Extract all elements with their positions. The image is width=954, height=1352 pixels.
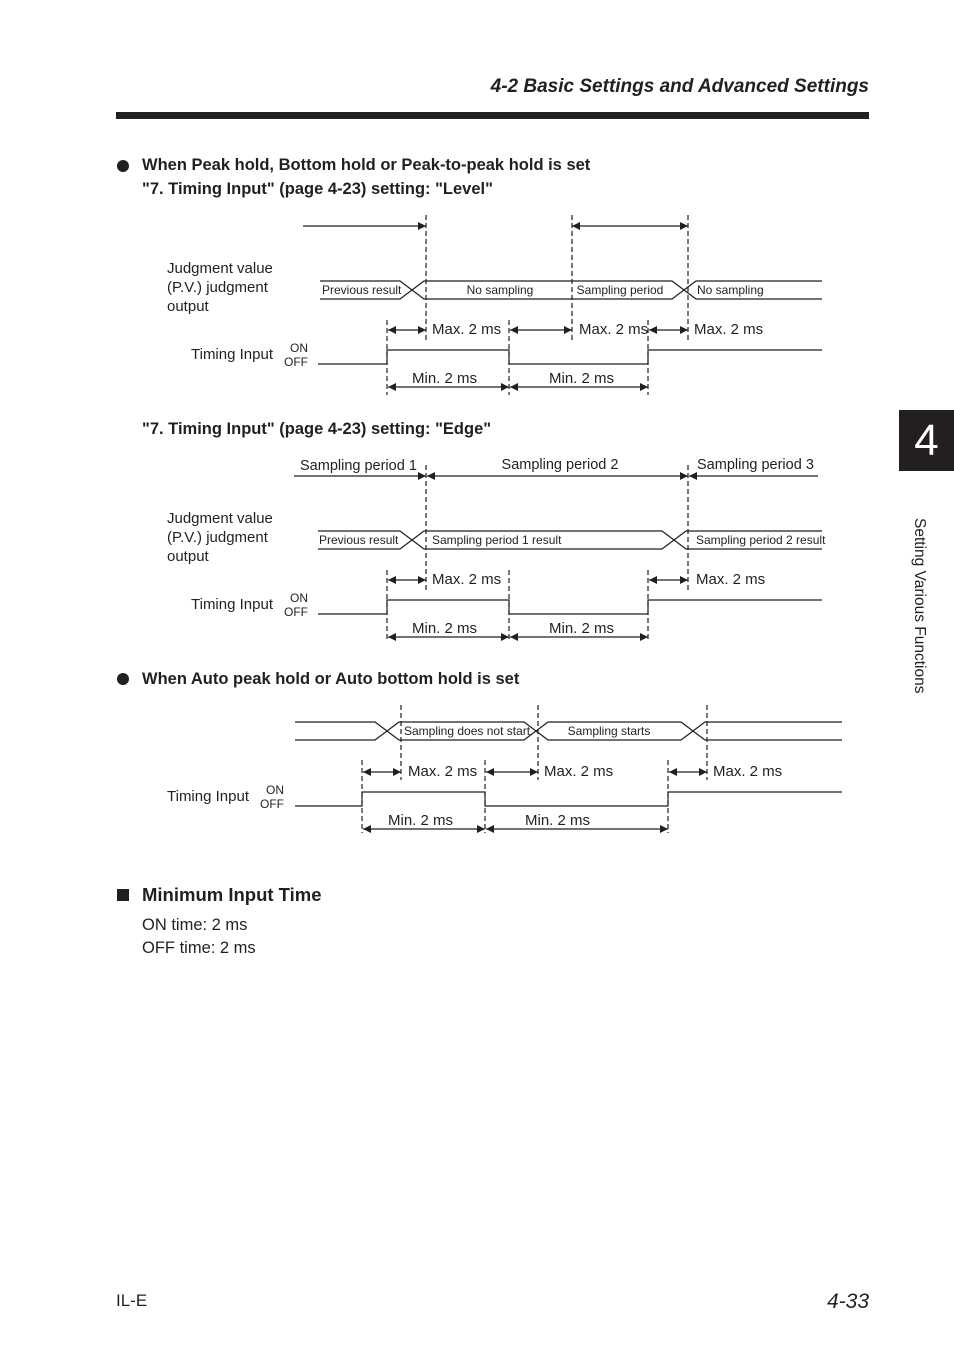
sampling-period-1-label: Sampling period 1 xyxy=(300,458,417,474)
footer-model-label: IL-E xyxy=(116,1291,148,1310)
chapter-side-label: Setting Various Functions xyxy=(911,518,928,694)
off-label: OFF xyxy=(260,797,284,811)
judgment-label-line3: output xyxy=(167,548,209,565)
sampling-period-2-result-label: Sampling period 2 result xyxy=(696,533,826,547)
max-2ms-label: Max. 2 ms xyxy=(408,763,478,780)
min-2ms-label: Min. 2 ms xyxy=(525,812,591,829)
previous-result-label: Previous result xyxy=(319,533,399,547)
sampling-starts-label: Sampling starts xyxy=(567,724,651,738)
max-2ms-label: Max. 2 ms xyxy=(544,763,614,780)
max-2ms-label: Max. 2 ms xyxy=(432,321,502,338)
min-2ms-label: Min. 2 ms xyxy=(549,370,615,387)
chapter-tab: 4 xyxy=(899,410,954,471)
min-input-time-heading: Minimum Input Time xyxy=(142,884,322,905)
bullet-square-icon xyxy=(117,889,129,901)
sampling-period-1-result-label: Sampling period 1 result xyxy=(432,533,562,547)
timing-input-label: Timing Input xyxy=(191,346,273,363)
off-label: OFF xyxy=(284,355,308,369)
diagram-level xyxy=(303,215,822,395)
previous-result-label: Previous result xyxy=(322,283,402,297)
max-2ms-label: Max. 2 ms xyxy=(694,321,764,338)
min-2ms-label: Min. 2 ms xyxy=(412,620,478,637)
on-time-text: ON time: 2 ms xyxy=(142,916,248,934)
sampling-period-label: Sampling period xyxy=(576,283,664,297)
section3-heading: When Auto peak hold or Auto bottom hold is set xyxy=(142,670,520,688)
no-sampling-label: No sampling xyxy=(466,283,534,297)
max-2ms-label: Max. 2 ms xyxy=(713,763,783,780)
page-number: 4-33 xyxy=(826,1290,869,1313)
sampling-period-3-label: Sampling period 3 xyxy=(697,457,814,473)
on-label: ON xyxy=(290,341,308,355)
max-2ms-label: Max. 2 ms xyxy=(696,571,766,588)
max-2ms-label: Max. 2 ms xyxy=(579,321,649,338)
min-2ms-label: Min. 2 ms xyxy=(412,370,478,387)
judgment-label-line2: (P.V.) judgment xyxy=(167,529,268,546)
judgment-label-line1: Judgment value xyxy=(167,260,273,277)
off-time-text: OFF time: 2 ms xyxy=(142,939,256,957)
judgment-label-line3: output xyxy=(167,298,209,315)
sampling-does-not-start-label: Sampling does not start xyxy=(404,724,531,738)
min-2ms-label: Min. 2 ms xyxy=(549,620,615,637)
section2-heading: "7. Timing Input" (page 4-23) setting: "Edge" xyxy=(142,420,492,438)
sampling-period-2-label: Sampling period 2 xyxy=(501,457,619,473)
max-2ms-label: Max. 2 ms xyxy=(432,571,502,588)
on-label: ON xyxy=(290,591,308,605)
timing-input-label: Timing Input xyxy=(191,596,273,613)
min-2ms-label: Min. 2 ms xyxy=(388,812,454,829)
section1-heading-line1: When Peak hold, Bottom hold or Peak-to-peak hold is set xyxy=(142,156,591,174)
judgment-label-line1: Judgment value xyxy=(167,510,273,527)
timing-input-label: Timing Input xyxy=(167,788,249,805)
no-sampling-label: No sampling xyxy=(697,283,764,297)
off-label: OFF xyxy=(284,605,308,619)
section1-heading-line2: "7. Timing Input" (page 4-23) setting: "Level" xyxy=(142,180,493,198)
judgment-label-line2: (P.V.) judgment xyxy=(167,279,268,296)
on-label: ON xyxy=(266,783,284,797)
running-header: 4-2 Basic Settings and Advanced Settings xyxy=(490,76,869,97)
diagram-edge xyxy=(294,465,822,642)
